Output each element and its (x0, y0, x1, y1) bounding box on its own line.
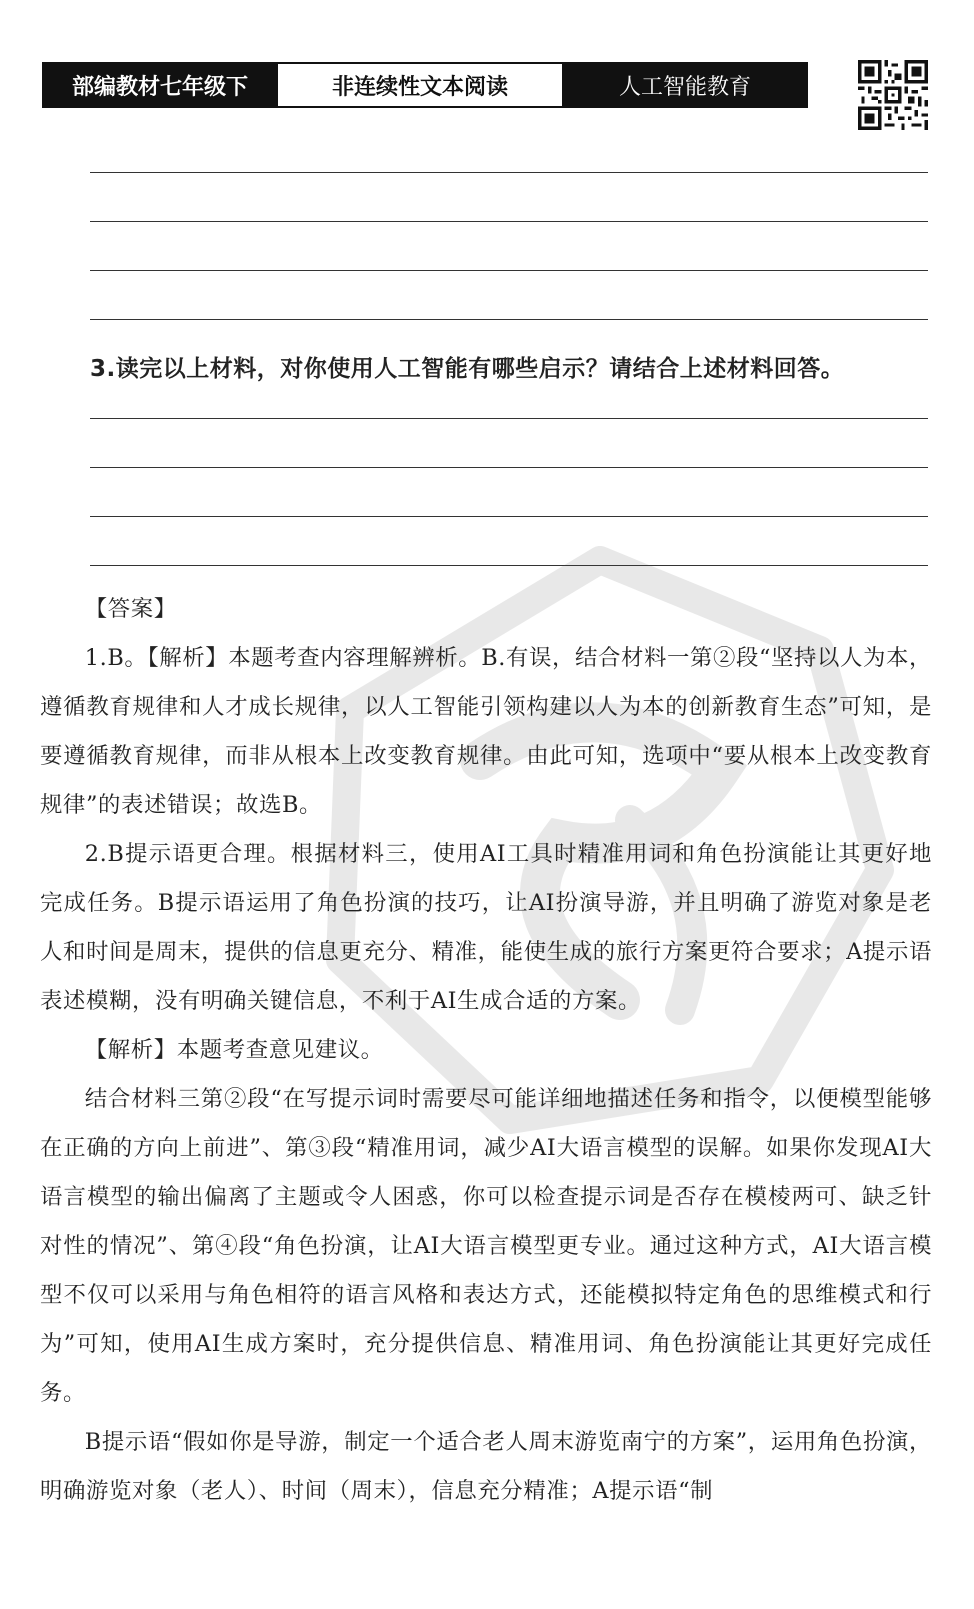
header-grade: 部编教材七年级下 (44, 64, 276, 106)
answer-paragraph-1: 1.B。【解析】本题考查内容理解辨析。B.有误，结合材料一第②段“坚持以人为本，遵循教育规律和人才成长规律，以人工智能引领构建以人为本的创新教育生态”可知，是要遵循教育规律，而非从根本上改变教育规律。由此可知，选项中“要从根本上改变教育规律”的表述错误；故选B。 (40, 645, 932, 818)
question-3: 3.读完以上材料，对你使用人工智能有哪些启示？请结合上述材料回答。 (90, 356, 845, 382)
answer-paragraph-5: B提示语“假如你是导游，制定一个适合老人周末游览南宁的方案”，运用角色扮演，明确游览对象（老人）、时间（周末），信息充分精准；A提示语“制 (40, 1429, 932, 1504)
answer-line[interactable] (90, 516, 928, 517)
header-subject: 人工智能教育 (564, 64, 806, 106)
answer-paragraph-2: 2.B提示语更合理。根据材料三，使用AI工具时精准用词和角色扮演能让其更好地完成任务。B提示语运用了角色扮演的技巧，让AI扮演导游，并且明确了游览对象是老人和时间是周末，提供的信息更充分、精准，能使生成的旅行方案更符合要求；A提示语表述模糊，没有明确关键信息，不利于AI生成合适的方案。 (40, 841, 932, 1014)
answer-line[interactable] (90, 565, 928, 566)
page-header (42, 62, 808, 108)
answer-line[interactable] (90, 172, 928, 173)
answer-section (40, 585, 932, 1516)
qr-code-icon (858, 60, 928, 130)
answer-line[interactable] (90, 319, 928, 320)
answer-line[interactable] (90, 467, 928, 468)
answer-line[interactable] (90, 418, 928, 419)
answer-paragraph-4: 结合材料三第②段“在写提示词时需要尽可能详细地描述任务和指令，以便模型能够在正确的方向上前进”、第③段“精准用词，减少AI大语言模型的误解。如果你发现AI大语言模型的输出偏离了主题或令人困惑，你可以检查提示词是否存在模棱两可、缺乏针对性的情况”、第④段“角色扮演，让AI大语言模型更专业。通过这种方式，AI大语言模型不仅可以采用与角色相符的语言风格和表达方式，还能模拟特定角色的思维模式和行为”可知，使用AI生成方案时，充分提供信息、精准用词、角色扮演能让其更好完成任务。 (40, 1086, 932, 1406)
answer-line[interactable] (90, 221, 928, 222)
answer-line[interactable] (90, 270, 928, 271)
header-topic: 非连续性文本阅读 (276, 64, 564, 106)
answer-paragraph-3: 【解析】本题考查意见建议。 (84, 1037, 384, 1063)
answer-title: 【答案】 (84, 596, 177, 622)
